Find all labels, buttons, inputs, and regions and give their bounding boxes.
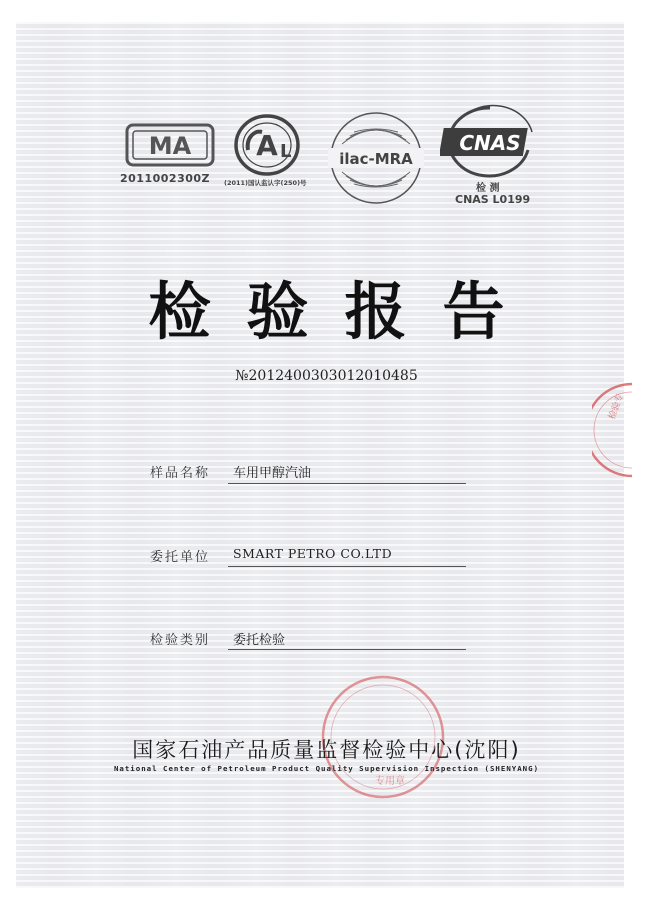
inspection-type-label: 检验类别 [150, 633, 211, 648]
inspection-type-value: 委托检验 [233, 633, 286, 648]
ma-code: 2011002300Z [120, 172, 211, 185]
cnas-mark: CNAS [459, 131, 521, 155]
sample-name-value: 车用甲醇汽油 [233, 466, 312, 481]
cnas-subtitle: 检 测 [476, 183, 500, 194]
cal-logo-mark: A [256, 129, 278, 162]
edge-seal-text: 检验专 [607, 392, 627, 422]
cnas-code: CNAS L0199 [455, 193, 531, 206]
cal-code: (2011)国认监认字(250)号 [224, 179, 307, 187]
inspection-type-underline [228, 649, 466, 650]
client-label: 委托单位 [150, 550, 211, 565]
svg-text:L: L [280, 141, 292, 162]
organization-name-cn: 国家石油产品质量监督检验中心(沈阳) [132, 738, 521, 762]
cal-logo-icon [232, 112, 302, 178]
organization-name-en: National Center of Petroleum Product Quality Supervision Inspection (SHENYANG) [113, 764, 540, 773]
report-title: 检验报告 [148, 275, 541, 348]
report-number: №201240030301201048​5 [235, 368, 418, 384]
ma-logo-mark: MA [148, 132, 192, 160]
sample-name-label: 样品名称 [150, 466, 211, 481]
client-underline [228, 566, 466, 567]
ma-logo-icon [124, 122, 216, 168]
cnas-logo-icon [440, 104, 540, 178]
client-value: SMART PETRO CO.LTD [233, 546, 393, 561]
ilac-mra-logo-icon [328, 110, 424, 206]
seal-text: 专用章 [375, 776, 405, 787]
edge-seal-icon [592, 380, 632, 480]
ilac-mra-mark: ilac-MRA [339, 150, 413, 168]
sample-name-underline [228, 483, 466, 484]
